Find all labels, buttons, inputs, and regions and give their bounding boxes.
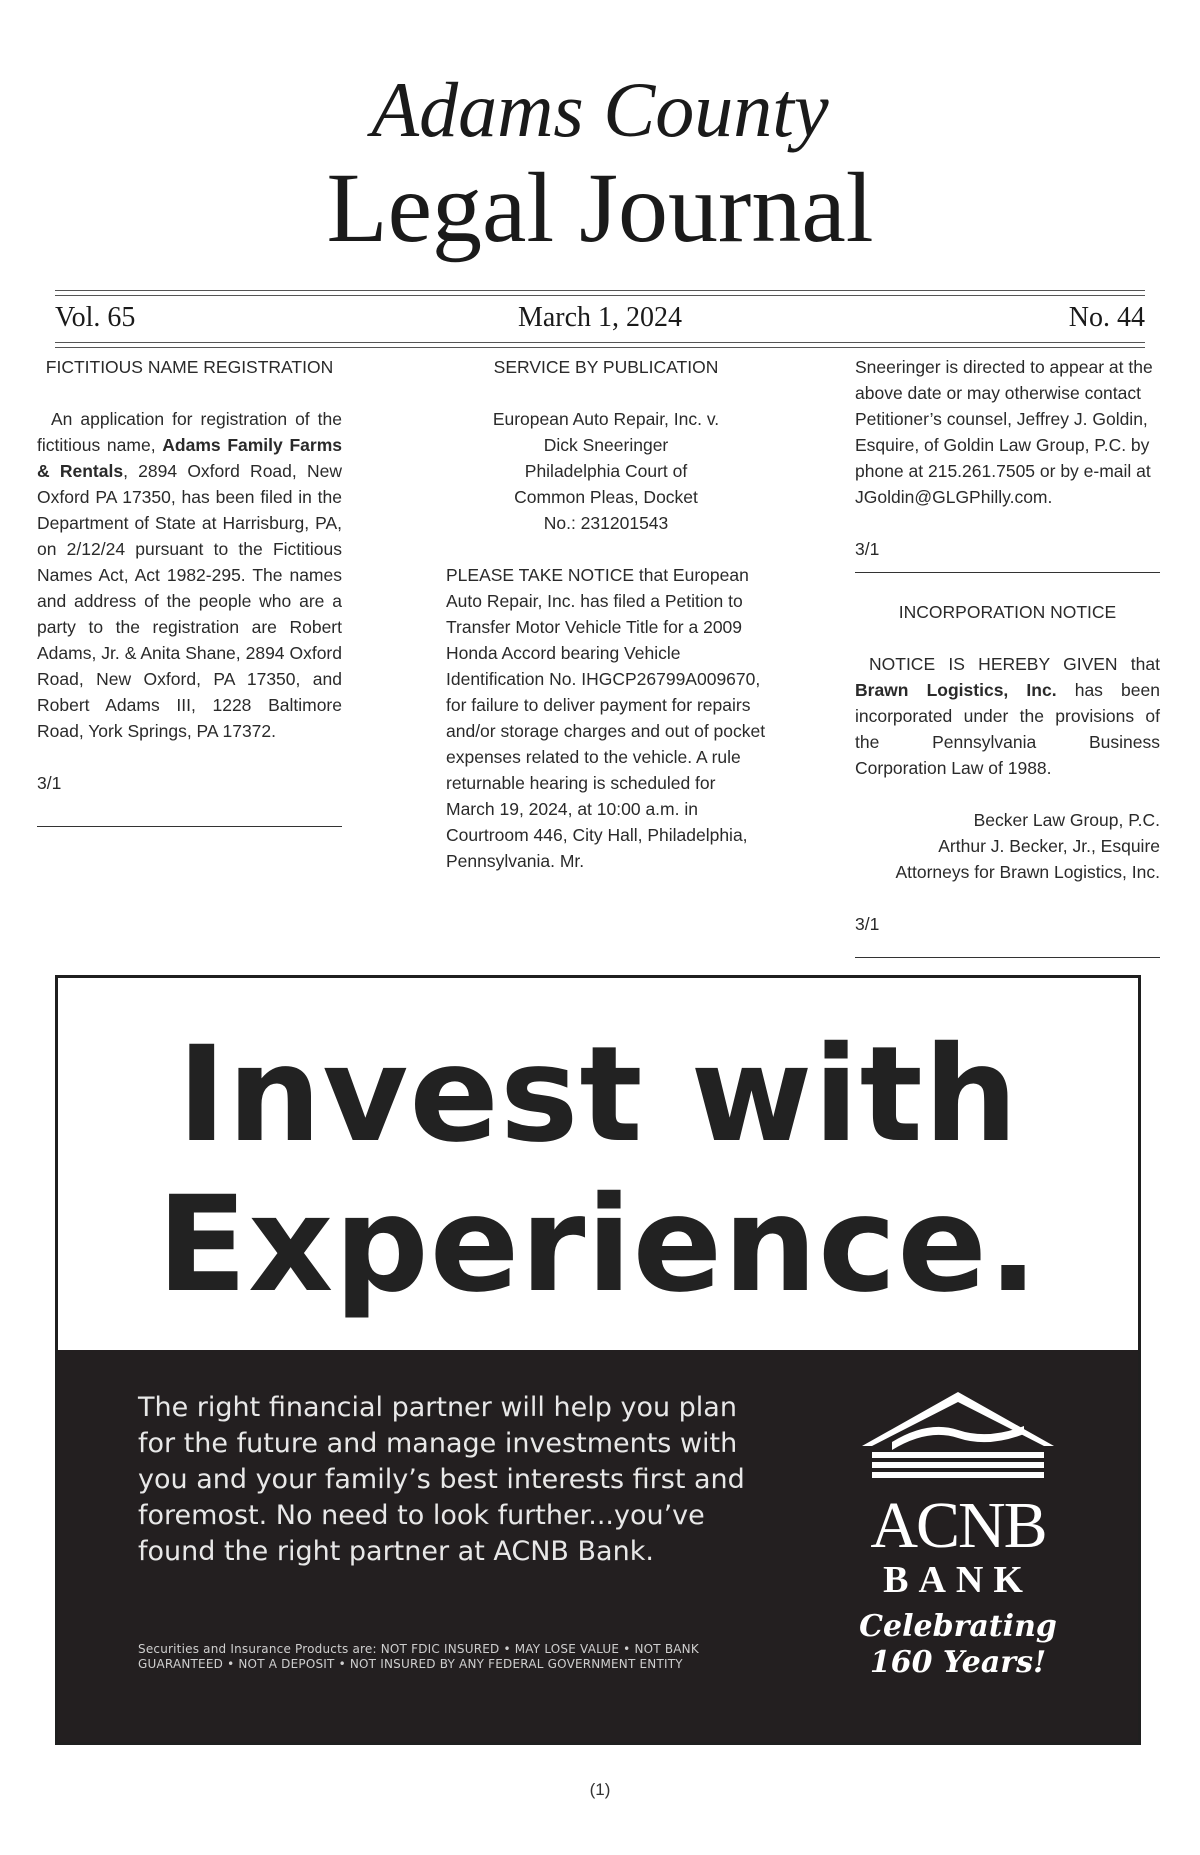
acnb-advertisement	[55, 975, 1141, 1745]
signature-client: Attorneys for Brawn Logistics, Inc.	[895, 862, 1160, 882]
logo-bank: BANK	[883, 1559, 1033, 1601]
signature-firm: Becker Law Group, P.C.	[973, 810, 1160, 830]
ad-dark-panel	[58, 1350, 1138, 1742]
top-rule-upper	[55, 290, 1145, 291]
ad-body-text: The right financial partner will help you plan for the future and manage investments with you and your family’s best interests first and foremost. No need to look further...you’ve found the right partner at ACNB Bank.	[138, 1392, 745, 1567]
issue-line	[55, 300, 1145, 336]
masthead	[0, 66, 1200, 263]
notice-text: An application for registration of the fictitious name,	[37, 409, 342, 455]
notice-text: , 2894 Oxford Road, New Oxford PA 17350, has been filed in the Department of State at Harrisburg, PA, on 2/12/24 pursuant to the Fictitious Names Act, Act 1982-295. The names and address of the people who are a party to the registration are Robert Adams, Jr. & Anita Shane, 2894 Oxford Road, New Oxford, PA 17350, and Robert Adams III, 1228 Baltimore Road, York Springs, PA 17372.	[37, 461, 342, 741]
page-number: (1)	[589, 1780, 611, 1799]
notice-text: NOTICE IS HEREBY GIVEN that	[869, 654, 1160, 674]
notice-body: PLEASE TAKE NOTICE that European Auto Repair, Inc. has filed a Petition to Transfer Motor Vehicle Title for a 2009 Honda Accord bearing Vehicle Identification No. IHGCP26799A009670, for failure to deliver payment for repairs and/or storage charges and out of pocket expenses related to the vehicle. A rule returnable hearing is scheduled for March 19, 2024, at 10:00 a.m. in Courtroom 446, City Hall, Philadelphia, Pennsylvania. Mr.	[446, 565, 766, 871]
ad-disclaimer: Securities and Insurance Products are: NOT FDIC INSURED • MAY LOSE VALUE • NOT BANK GUARANTEED • NOT A DEPOSIT • NOT INSURED BY ANY FEDERAL GOVERNMENT ENTITY	[138, 1642, 699, 1671]
notice-continuation: Sneeringer is directed to appear at the above date or may otherwise contact Petitioner’s counsel, Jeffrey J. Goldin, Esquire, of Goldin Law Group, P.C. by phone at 215.261.7505 or by e-mail at JGoldin@GLGPhilly.com.	[855, 357, 1153, 507]
notice-heading: FICTITIOUS NAME REGISTRATION	[45, 357, 334, 377]
logo-tagline	[838, 1609, 1078, 1681]
notice-heading: INCORPORATION NOTICE	[898, 602, 1117, 622]
top-rule-lower	[55, 295, 1145, 296]
issue-number: No. 44	[1068, 302, 1145, 333]
fictitious-name: Adams Family Farms & Rentals	[37, 435, 342, 481]
signature-attorney: Arthur J. Becker, Jr., Esquire	[938, 836, 1160, 856]
notice-heading: SERVICE BY PUBLICATION	[493, 357, 719, 377]
date-code: 3/1	[855, 539, 880, 559]
roof-house-icon	[858, 1390, 1058, 1482]
date-code: 3/1	[37, 773, 62, 793]
date-code: 3/1	[855, 914, 880, 934]
acnb-logo	[838, 1390, 1078, 1681]
column-service-by-publication	[446, 354, 766, 874]
notice-divider	[855, 957, 1160, 958]
column-incorporation	[855, 354, 1160, 958]
masthead-title: Legal Journal	[326, 152, 874, 263]
ad-headline-panel	[58, 978, 1138, 1350]
column-fictitious-name	[37, 354, 342, 827]
ad-headline	[58, 978, 1138, 1320]
logo-tagline-line: 160 Years!	[869, 1645, 1047, 1680]
issue-rule-lower	[55, 347, 1145, 348]
notice-body	[855, 651, 1160, 781]
issue-date: March 1, 2024	[517, 302, 683, 333]
court-docket: Philadelphia Court of Common Pleas, Docket No.: 231201543	[514, 461, 698, 533]
notice-body	[37, 406, 342, 744]
ad-headline-line: Invest with	[177, 1018, 1019, 1172]
notice-divider	[37, 826, 342, 827]
corporation-name: Brawn Logistics, Inc.	[855, 680, 1057, 700]
masthead-county: Adams County	[371, 66, 829, 153]
notice-text: has been incorporated under the provisions of the Pennsylvania Business Corporation Law of 1988.	[855, 680, 1160, 778]
logo-wordmark: ACNB	[870, 1489, 1046, 1562]
issue-rule-upper	[55, 342, 1145, 343]
ad-headline-line: Experience.	[156, 1168, 1040, 1322]
case-caption: European Auto Repair, Inc. v. Dick Sneeringer	[492, 409, 720, 455]
logo-tagline-line: Celebrating	[859, 1609, 1057, 1644]
volume-number: Vol. 65	[55, 302, 136, 333]
